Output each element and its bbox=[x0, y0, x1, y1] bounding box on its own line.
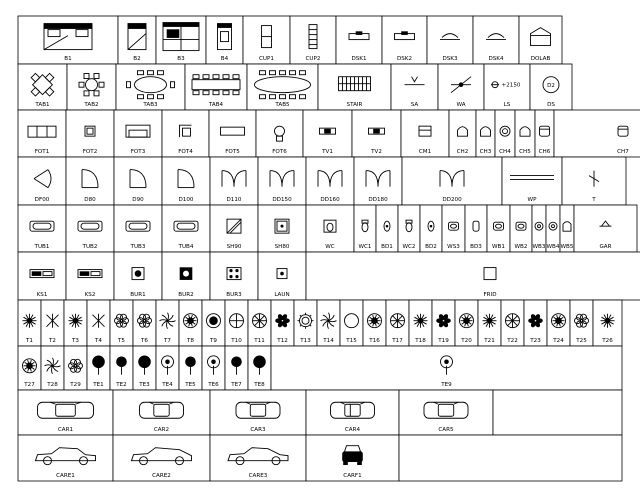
symbol-label: D110 bbox=[226, 197, 242, 203]
symbol-label: T27 bbox=[24, 382, 35, 388]
symbol-label: T9 bbox=[210, 338, 217, 344]
symbol-label: TAB3 bbox=[143, 102, 158, 108]
symbol-label: TV1 bbox=[322, 149, 333, 155]
symbol-label: DS bbox=[547, 102, 555, 108]
symbol-label: BD2 bbox=[425, 244, 437, 250]
symbol-label: T7 bbox=[164, 338, 171, 344]
symbol-label: FOT4 bbox=[178, 149, 193, 155]
symbol-row bbox=[18, 16, 562, 64]
symbol-label: GAR bbox=[599, 244, 612, 250]
symbol-label: TE7 bbox=[231, 382, 242, 388]
symbol-label: KS1 bbox=[36, 292, 48, 298]
symbol-label: CAR1 bbox=[57, 427, 74, 433]
symbol-label: CARE1 bbox=[56, 473, 75, 479]
symbol-label: T12 bbox=[277, 338, 288, 344]
symbol-label: TAB5 bbox=[275, 102, 290, 108]
symbol-label: CARF1 bbox=[343, 473, 362, 479]
symbol-label: DSK4 bbox=[488, 56, 504, 62]
symbol-grid bbox=[18, 16, 640, 481]
symbol-label: BD1 bbox=[381, 244, 393, 250]
symbol-label: WC bbox=[325, 244, 335, 250]
symbol-label: D90 bbox=[132, 197, 144, 203]
grid-cell bbox=[493, 390, 622, 435]
section-text: D2 bbox=[547, 83, 555, 90]
symbol-label: CAR5 bbox=[438, 427, 454, 433]
symbol-row bbox=[18, 157, 626, 205]
tree-spoke-icon bbox=[253, 314, 267, 328]
symbol-label: CARE2 bbox=[152, 473, 171, 479]
symbol-label: T1 bbox=[26, 338, 33, 344]
symbol-label: CM1 bbox=[418, 149, 432, 155]
symbol-label: DSK2 bbox=[396, 56, 413, 62]
symbol-label: DSK1 bbox=[351, 56, 367, 62]
symbol-label: BUR1 bbox=[130, 292, 146, 298]
symbol-label: WB2 bbox=[514, 244, 528, 250]
symbol-label: T15 bbox=[346, 338, 357, 344]
symbol-label: KS2 bbox=[84, 292, 96, 298]
symbol-label: BUR2 bbox=[178, 292, 194, 298]
symbol-label: DD150 bbox=[272, 197, 292, 203]
symbol-label: DD160 bbox=[320, 197, 340, 203]
symbol-label: T19 bbox=[438, 338, 449, 344]
symbol-row bbox=[18, 300, 622, 346]
symbol-label: T16 bbox=[369, 338, 380, 344]
symbol-label: STAIR bbox=[346, 102, 363, 108]
symbol-label: T20 bbox=[461, 338, 472, 344]
symbol-label: BUR3 bbox=[226, 292, 242, 298]
symbol-label: FOT5 bbox=[225, 149, 240, 155]
symbol-label: BD3 bbox=[470, 244, 482, 250]
symbol-label: T21 bbox=[484, 338, 495, 344]
symbol-label: TE2 bbox=[116, 382, 127, 388]
level-value: +2150 bbox=[501, 82, 521, 89]
symbol-label: TE1 bbox=[93, 382, 104, 388]
symbol-label: TE5 bbox=[185, 382, 196, 388]
symbol-label: DD180 bbox=[368, 197, 388, 203]
symbol-label: TUB1 bbox=[34, 244, 50, 250]
symbol-label: T2 bbox=[49, 338, 56, 344]
symbol-label: TUB2 bbox=[82, 244, 98, 250]
symbol-row bbox=[18, 110, 640, 157]
symbol-label: TE3 bbox=[139, 382, 150, 388]
symbol-label: TAB1 bbox=[35, 102, 50, 108]
symbol-label: T5 bbox=[118, 338, 125, 344]
symbol-label: DOLAB bbox=[530, 56, 551, 62]
tree-spoke-icon bbox=[506, 314, 520, 328]
symbol-row bbox=[18, 252, 640, 300]
symbol-label: T23 bbox=[530, 338, 541, 344]
symbol-label: TAB4 bbox=[208, 102, 224, 108]
symbol-label: CH2 bbox=[456, 149, 469, 155]
symbol-label: CH3 bbox=[479, 149, 492, 155]
symbol-label: FOT6 bbox=[272, 149, 287, 155]
symbol-label: CUP2 bbox=[305, 56, 321, 62]
symbol-label: CAR3 bbox=[250, 427, 266, 433]
tree-spoke-icon bbox=[391, 314, 405, 328]
symbol-label: T13 bbox=[300, 338, 311, 344]
symbol-label: TE8 bbox=[254, 382, 265, 388]
symbol-label: TAB2 bbox=[84, 102, 99, 108]
symbol-label: T26 bbox=[602, 338, 613, 344]
symbol-label: T17 bbox=[392, 338, 403, 344]
symbol-label: WA bbox=[456, 102, 466, 108]
symbol-label: WB5 bbox=[560, 244, 574, 250]
symbol-label: DF00 bbox=[34, 197, 50, 203]
symbol-label: B3 bbox=[177, 56, 185, 62]
symbol-label: WP bbox=[527, 197, 537, 203]
symbol-label: WS3 bbox=[447, 244, 460, 250]
symbol-label: TUB3 bbox=[130, 244, 146, 250]
symbol-label: SA bbox=[410, 102, 419, 108]
symbol-label: WB4 bbox=[546, 244, 560, 250]
symbol-label: TUB4 bbox=[178, 244, 194, 250]
symbol-label: CH5 bbox=[519, 149, 531, 155]
symbol-label: DSK3 bbox=[442, 56, 458, 62]
symbol-label: T24 bbox=[553, 338, 564, 344]
tree-plus-icon bbox=[230, 314, 244, 328]
symbol-label: SH90 bbox=[226, 244, 242, 250]
symbol-label: DD200 bbox=[442, 197, 462, 203]
symbol-label: FOT3 bbox=[130, 149, 146, 155]
symbol-label: T22 bbox=[507, 338, 518, 344]
symbol-row bbox=[18, 346, 622, 390]
symbol-label: SH80 bbox=[274, 244, 290, 250]
symbol-label: WB3 bbox=[532, 244, 546, 250]
symbol-row bbox=[18, 64, 572, 110]
symbol-label: WC2 bbox=[402, 244, 416, 250]
symbol-label: T6 bbox=[141, 338, 148, 344]
symbol-label: CAR2 bbox=[153, 427, 170, 433]
symbol-label: LS bbox=[503, 102, 511, 108]
symbol-label: T8 bbox=[187, 338, 194, 344]
symbol-label: D80 bbox=[84, 197, 96, 203]
symbol-label: T3 bbox=[72, 338, 79, 344]
symbol-row bbox=[18, 390, 622, 435]
symbol-label: T25 bbox=[576, 338, 587, 344]
symbol-label: CARE3 bbox=[248, 473, 268, 479]
symbol-label: TE4 bbox=[162, 382, 173, 388]
symbol-label: T11 bbox=[254, 338, 265, 344]
symbol-label: TE9 bbox=[441, 382, 452, 388]
symbol-label: T bbox=[592, 197, 596, 203]
symbol-label: T18 bbox=[415, 338, 426, 344]
grid-cell bbox=[306, 252, 640, 300]
symbol-label: CH7 bbox=[617, 149, 629, 155]
hob-dark-icon bbox=[180, 268, 192, 280]
symbol-label: CH4 bbox=[499, 149, 511, 155]
symbol-label: WC1 bbox=[358, 244, 372, 250]
symbol-label: T28 bbox=[47, 382, 58, 388]
symbol-label: T29 bbox=[70, 382, 81, 388]
symbol-label: T4 bbox=[95, 338, 102, 344]
symbol-label: WB1 bbox=[492, 244, 505, 250]
symbol-label: FOT2 bbox=[82, 149, 98, 155]
grid-cell bbox=[399, 435, 622, 481]
symbol-label: B4 bbox=[220, 56, 229, 62]
symbol-label: FOT1 bbox=[34, 149, 50, 155]
symbol-label: B2 bbox=[133, 56, 141, 62]
symbol-row bbox=[18, 435, 622, 481]
symbol-label: CUP1 bbox=[259, 56, 274, 62]
symbol-label: CH6 bbox=[538, 149, 551, 155]
symbol-label: LAUN bbox=[274, 292, 290, 298]
symbol-label: TE6 bbox=[208, 382, 219, 388]
symbol-label: T14 bbox=[323, 338, 334, 344]
shower-sq-icon bbox=[275, 219, 289, 233]
symbol-label: TV2 bbox=[371, 149, 382, 155]
symbol-label: CAR4 bbox=[344, 427, 361, 433]
symbol-label: T10 bbox=[231, 338, 242, 344]
symbol-row bbox=[18, 205, 637, 252]
symbol-label: B1 bbox=[64, 56, 72, 62]
symbol-label: FRID bbox=[483, 292, 497, 298]
symbol-label: D100 bbox=[178, 197, 194, 203]
